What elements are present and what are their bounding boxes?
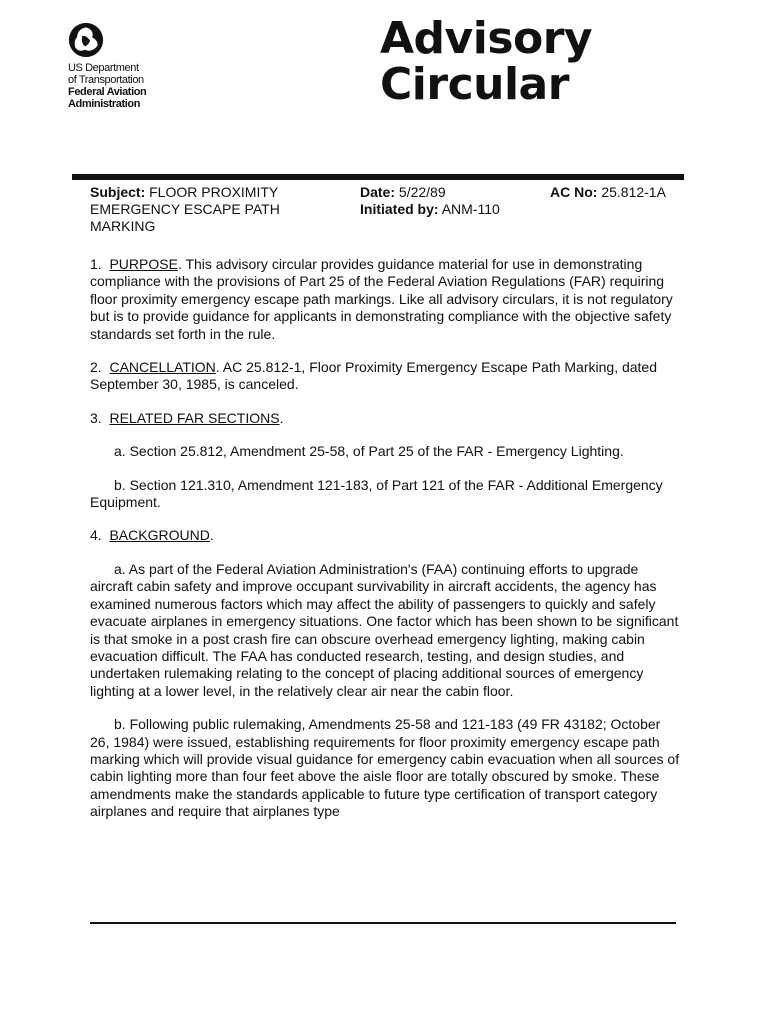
initiated-label: Initiated by: xyxy=(360,201,439,217)
section-number: 3. xyxy=(90,409,102,426)
date-value: 5/22/89 xyxy=(398,184,446,200)
section-heading-background: BACKGROUND xyxy=(109,527,210,544)
footer-divider xyxy=(90,922,676,924)
acno-label: AC No: xyxy=(550,184,598,200)
subsection-4b: b. Following public rulemaking, Amendments 25-58 and 121-183 (49 FR 43182; October 26, 1984) were issued, establishing requirements for floor proximity emergency escape path marking which will provide visual guidance for emergency cabin evacuation when all sources of cabin lighting more than four feet above the aisle floor are totally obscured by smoke. These amendments make the standards applicable to future type certification of transport category airplanes and require that airplanes type xyxy=(90,716,680,820)
agency-line-1: Federal Aviation xyxy=(68,86,147,98)
circular-metadata xyxy=(90,184,690,244)
subject-field xyxy=(90,184,330,235)
title-line-2: Circular xyxy=(380,59,569,110)
initiated-value: ANM-110 xyxy=(441,201,500,217)
document-header xyxy=(0,0,768,170)
section-heading-purpose: PURPOSE xyxy=(109,256,178,272)
document-title xyxy=(380,13,593,110)
date-label: Date: xyxy=(360,184,396,200)
subject-label: Subject: xyxy=(90,184,146,200)
section-text: . AC 25.812-1, Floor Proximity Emergency Escape Path Marking, dated September 30, 1985, is canceled. xyxy=(90,359,658,393)
section-number: 4. xyxy=(90,527,102,544)
section-number: 1. xyxy=(90,256,102,272)
section-text: . xyxy=(209,527,214,544)
section-purpose xyxy=(90,256,680,343)
section-related-far xyxy=(90,410,680,427)
section-background xyxy=(90,527,680,544)
agency-line-2: Administration xyxy=(68,98,141,110)
dot-triskelion-logo-icon xyxy=(68,22,104,58)
subsection-4a: a. As part of the Federal Aviation Administration's (FAA) continuing efforts to upgrade aircraft cabin safety and improve occupant survivability in aircraft accidents, the agency has examined numerous factors which may affect the ability of passengers to quickly and safely evacuate airplanes in emergency situations. One factor which has been shown to be significant is that smoke in a post crash fire can obscure overhead emergency lighting, making cabin evacuation difficult. The FAA has conducted research, testing, and design studies, and undertaken rulemaking relating to the concept of placing additional sources of emergency lighting at a lower level, in the relatively clear air near the cabin floor. xyxy=(90,560,679,699)
header-divider xyxy=(72,174,684,180)
section-number: 2. xyxy=(90,359,102,376)
section-text: . xyxy=(279,409,284,426)
department-block xyxy=(68,62,146,110)
title-line-1: Advisory xyxy=(380,13,593,64)
acno-value: 25.812-1A xyxy=(601,184,666,200)
subject-value: FLOOR PROXIMITY EMERGENCY ESCAPE PATH MARKING xyxy=(90,184,280,234)
date-field xyxy=(360,184,540,218)
dept-line-2: of Transportation xyxy=(68,74,144,86)
dept-line-1: US Department xyxy=(68,62,139,74)
subsection-3b: b. Section 121.310, Amendment 121-183, of Part 121 of the FAR - Additional Emergency Equipment. xyxy=(90,476,663,511)
section-cancellation xyxy=(90,359,680,394)
ac-number-field xyxy=(550,184,700,201)
section-heading-related-far: RELATED FAR SECTIONS xyxy=(109,409,280,426)
document-body xyxy=(90,256,680,837)
subsection-3a: a. Section 25.812, Amendment 25-58, of Part 25 of the FAR - Emergency Lighting. xyxy=(114,443,624,460)
section-heading-cancellation: CANCELLATION xyxy=(109,359,216,376)
section-text: . This advisory circular provides guidance material for use in demonstrating compliance with the provisions of Part 25 of the Federal Aviation Regulations (FAR) requiring floor proximity emergency escape path markings. Like all advisory circulars, it is not regulatory but is to provide guidance for applicants in demonstrating compliance with the objective safety standards set forth in the rule. xyxy=(90,256,673,342)
